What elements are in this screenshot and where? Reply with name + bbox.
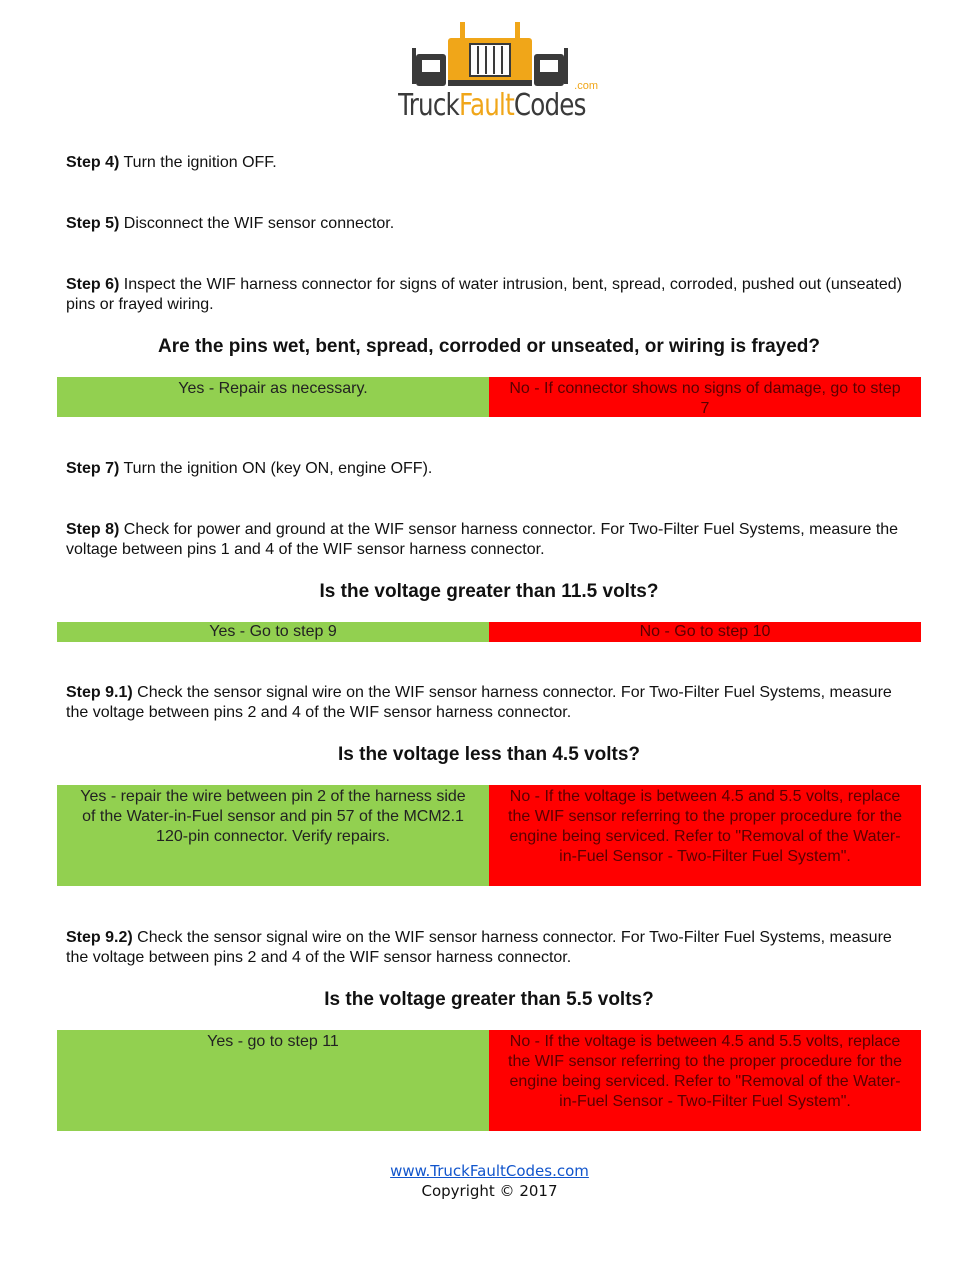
yes-answer: Yes - Go to step 9: [57, 622, 489, 642]
step-text: Check the sensor signal wire on the WIF sensor harness connector. For Two-Filter Fuel Systems, measure the voltage between pins 2 and 4 of the WIF sensor harness connector.: [66, 684, 892, 721]
answer-row-voltage-5-5: [57, 1030, 921, 1131]
question-pins: Are the pins wet, bent, spread, corroded or unseated, or wiring is frayed?: [158, 336, 820, 357]
question-voltage-5-5: Is the voltage greater than 5.5 volts?: [324, 989, 654, 1010]
truck-icon: [378, 20, 602, 90]
step-9-1: [66, 683, 916, 723]
logo-word-codes: Codes: [513, 88, 586, 123]
answer-row-pins: [57, 377, 921, 417]
yes-answer: Yes - go to step 11: [57, 1030, 489, 1131]
step-label: Step 9.2): [66, 929, 133, 946]
logo-word-truck: Truck: [398, 88, 459, 123]
question-voltage-4-5: Is the voltage less than 4.5 volts?: [338, 744, 640, 765]
logo-word-fault: Fault: [458, 88, 514, 123]
step-text: Inspect the WIF harness connector for signs of water intrusion, bent, spread, corroded, pushed out (unseated) pins or frayed wiring.: [66, 276, 902, 313]
step-label: Step 6): [66, 276, 120, 293]
no-answer: No - Go to step 10: [489, 622, 921, 642]
step-label: Step 5): [66, 215, 120, 232]
logo-suffix: .com: [574, 80, 598, 92]
step-label: Step 4): [66, 154, 120, 171]
step-text: Check the sensor signal wire on the WIF sensor harness connector. For Two-Filter Fuel Systems, measure the voltage between pins 2 and 4 of the WIF sensor harness connector.: [66, 929, 892, 966]
step-text: Check for power and ground at the WIF sensor harness connector. For Two-Filter Fuel Systems, measure the voltage between pins 1 and 4 of the WIF sensor harness connector.: [66, 521, 899, 558]
copyright-text: Copyright © 2017: [421, 1182, 558, 1200]
question-voltage-11-5: Is the voltage greater than 11.5 volts?: [319, 581, 659, 602]
answer-row-voltage-11-5: [57, 622, 921, 642]
step-text: Disconnect the WIF sensor connector.: [119, 215, 395, 232]
step-4: [66, 153, 916, 173]
yes-answer: Yes - repair the wire between pin 2 of the harness side of the Water-in-Fuel sensor and pin 57 of the MCM2.1 120-pin connector. Verify repairs.: [57, 785, 489, 886]
page-footer: [0, 1161, 979, 1201]
no-answer: No - If connector shows no signs of damage, go to step 7: [489, 377, 921, 417]
logo-wordmark: [398, 88, 586, 123]
step-7: [66, 459, 916, 479]
yes-answer: Yes - Repair as necessary.: [57, 377, 489, 417]
website-link[interactable]: www.TruckFaultCodes.com: [390, 1162, 589, 1180]
step-text: Turn the ignition OFF.: [119, 154, 277, 171]
step-5: [66, 214, 916, 234]
step-label: Step 9.1): [66, 684, 133, 701]
answer-row-voltage-4-5: [57, 785, 921, 886]
step-8: [66, 520, 916, 560]
step-label: Step 8): [66, 521, 120, 538]
site-logo: [378, 20, 602, 126]
no-answer: No - If the voltage is between 4.5 and 5.5 volts, replace the WIF sensor referring to the proper procedure for the engine being serviced. Refer to "Removal of the Water-in-Fuel Sensor - Two-Filter Fuel System".: [489, 1030, 921, 1131]
step-6: [66, 275, 916, 315]
no-answer: No - If the voltage is between 4.5 and 5.5 volts, replace the WIF sensor referring to the proper procedure for the engine being serviced. Refer to "Removal of the Water-in-Fuel Sensor - Two-Filter Fuel System".: [489, 785, 921, 886]
step-label: Step 7): [66, 460, 120, 477]
step-text: Turn the ignition ON (key ON, engine OFF).: [119, 460, 433, 477]
step-9-2: [66, 928, 916, 968]
